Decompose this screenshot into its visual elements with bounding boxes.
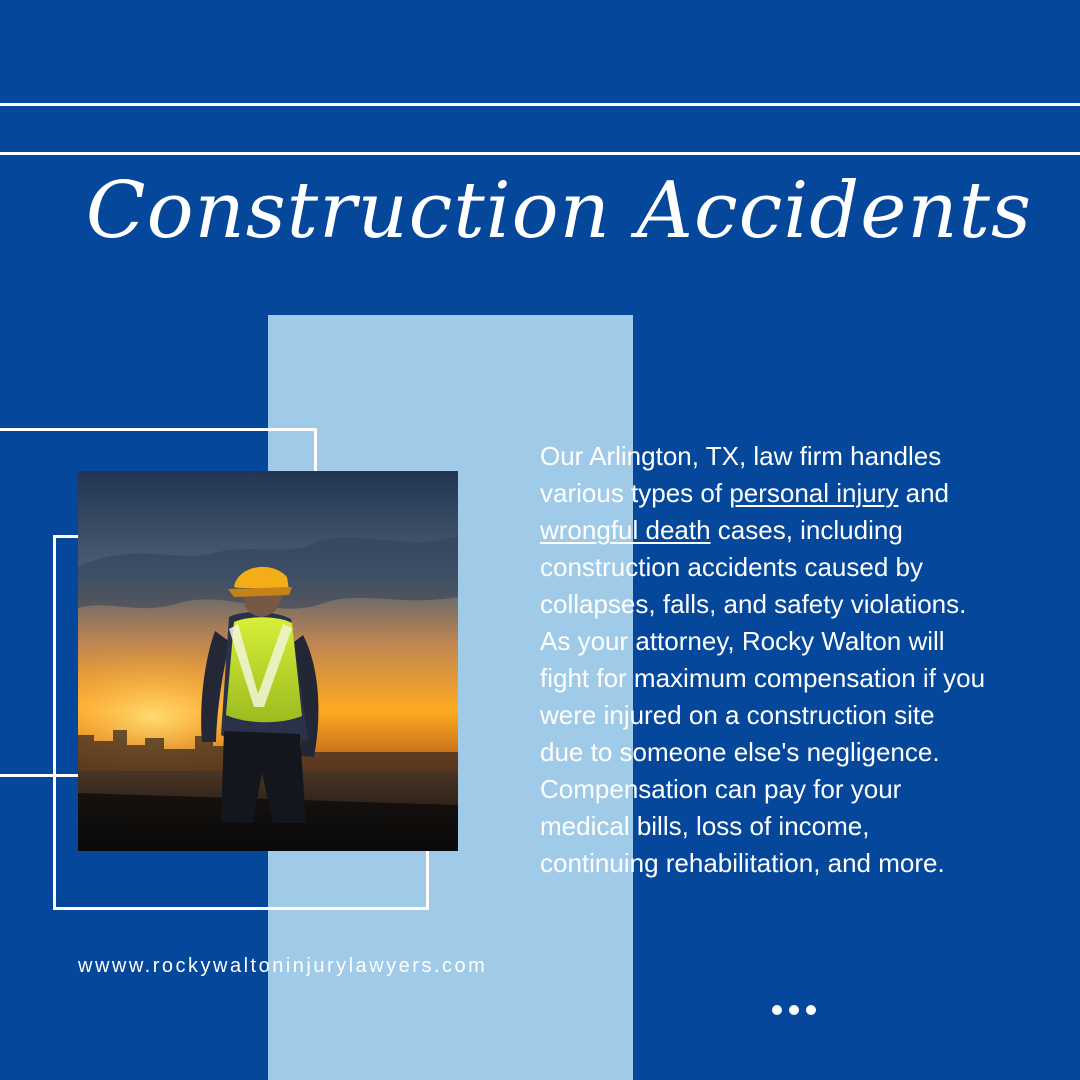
description-line-10: Compensation can pay for your (540, 774, 902, 804)
ellipsis-dot (806, 1005, 816, 1015)
description-line-8: were injured on a construction site (540, 700, 935, 730)
description-paragraph (540, 438, 1060, 882)
second-divider (0, 152, 1080, 155)
personal-injury-link[interactable]: personal injury (729, 478, 899, 508)
description-line-11: medical bills, loss of income, (540, 811, 870, 841)
website-url: wwww.rockywaltoninjurylawyers.com (78, 955, 488, 977)
description-line-2-prefix: various types of (540, 478, 730, 508)
description-line-3-suffix: cases, including (710, 515, 903, 545)
description-line-6: As your attorney, Rocky Walton will (540, 626, 945, 656)
ellipsis-icon (772, 1005, 816, 1015)
ellipsis-dot (772, 1005, 782, 1015)
description-line-7: fight for maximum compensation if you (540, 663, 986, 693)
construction-worker-illustration (78, 471, 458, 851)
top-divider (0, 103, 1080, 106)
description-line-12: continuing rehabilitation, and more. (540, 848, 945, 878)
description-line-9: due to someone else's negligence. (540, 737, 940, 767)
construction-worker-photo (78, 471, 458, 851)
description-line-2-suffix: and (898, 478, 950, 508)
wrongful-death-link[interactable]: wrongful death (540, 515, 711, 545)
page-title: Construction Accidents (85, 166, 1032, 256)
ellipsis-dot (789, 1005, 799, 1015)
description-line-5: collapses, falls, and safety violations. (540, 589, 967, 619)
description-line-4: construction accidents caused by (540, 552, 923, 582)
description-line-1: Our Arlington, TX, law firm handles (540, 441, 942, 471)
